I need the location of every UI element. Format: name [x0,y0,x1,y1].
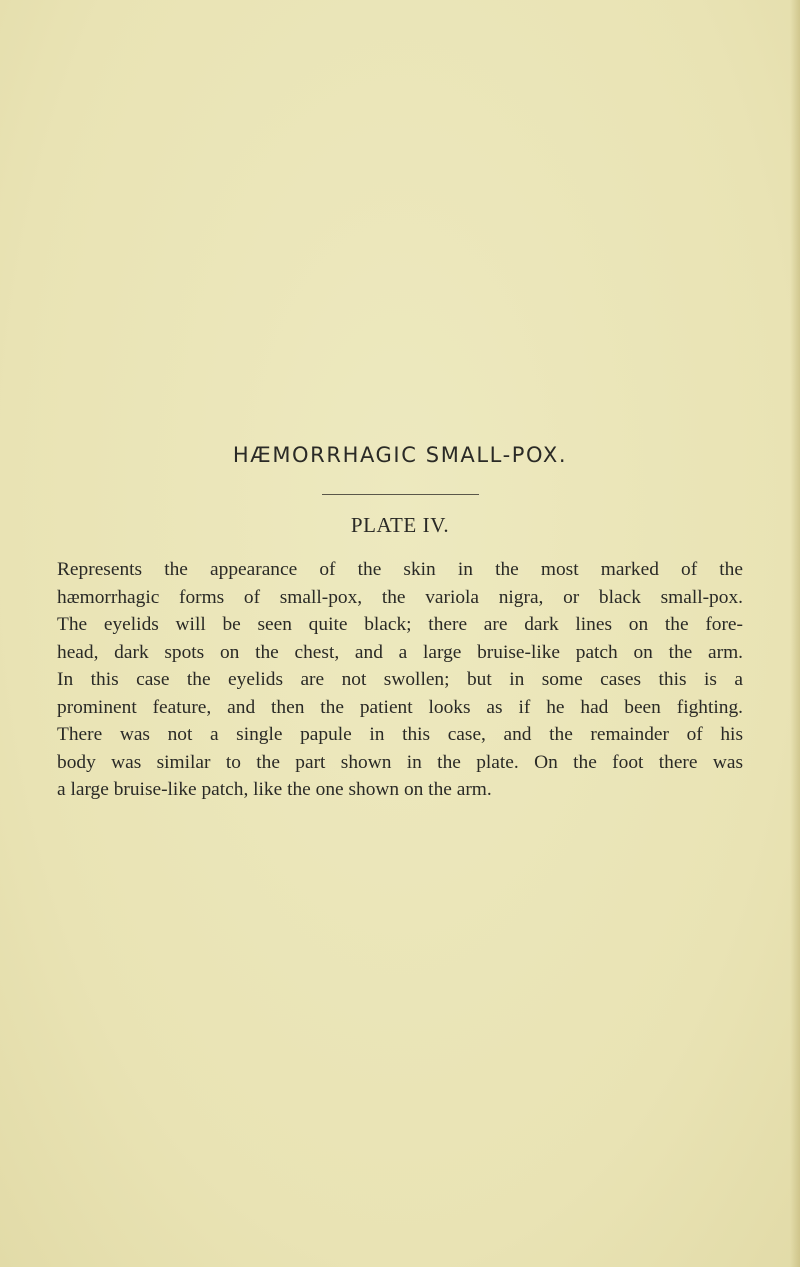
text-line: a large bruise-like patch, like the one shown on the arm. [57,779,492,800]
text-line: Represents the appearance of the skin in the most marked of the [57,559,743,580]
plate-heading: PLATE IV. [350,513,450,537]
text-line: body was similar to the part shown in the plate. On the foot there was [57,751,743,773]
text-line: hæmorrhagic forms of small-pox, the variola nigra, or black small-pox. [57,586,743,608]
text-line: head, dark spots on the chest, and a large bruise-like patch on the arm. [57,641,743,663]
title-divider [322,494,479,495]
text-line: The eyelids will be seen quite black; there are dark lines on the fore- [57,614,743,635]
page-title: HÆMORRHAGIC SMALL-POX. [232,443,568,467]
text-line: prominent feature, and then the patient looks as if he had been fighting. [57,696,743,718]
text-line: There was not a single papule in this case, and the remainder of his [57,724,743,745]
plate-description [57,556,743,804]
page-edge-shadow [790,0,800,1267]
text-line: In this case the eyelids are not swollen; but in some cases this is a [57,669,743,690]
